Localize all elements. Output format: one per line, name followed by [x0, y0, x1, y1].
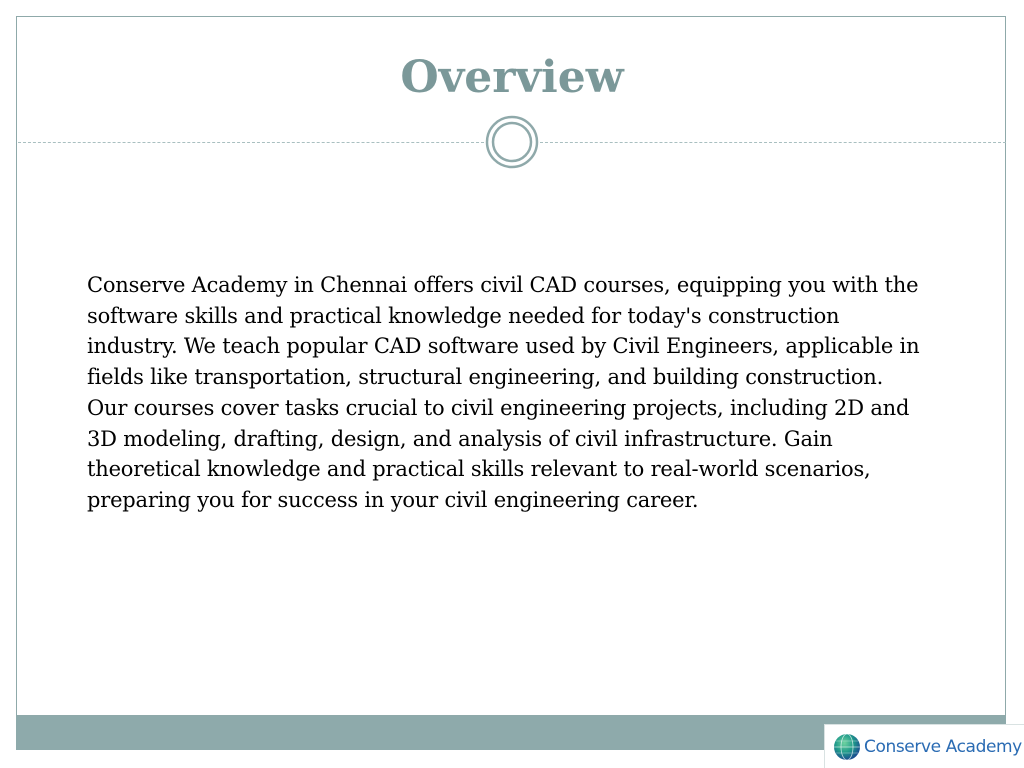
divider-line-right [540, 142, 1006, 143]
brand-logo [824, 724, 1024, 768]
logo-text: Conserve Academy [864, 736, 1022, 757]
divider-line-left [18, 142, 484, 143]
slide-title: Overview [400, 52, 624, 103]
body-paragraph: Conserve Academy in Chennai offers civil CAD courses, equipping you with the software skills and practical knowledge needed for today's construction industry. We teach popular CAD software used by Civil Engineers, applicable in fields like transportation, structural engineering, and building construction. Our courses cover tasks crucial to civil engineering projects, including 2D and 3D modeling, drafting, design, and analysis of civil infrastructure. Gain theoretical knowledge and practical skills relevant to real-world scenarios, preparing you for success in your civil engineering career. [87, 273, 920, 512]
circle-ornament-icon [485, 115, 539, 169]
globe-icon [833, 733, 861, 761]
